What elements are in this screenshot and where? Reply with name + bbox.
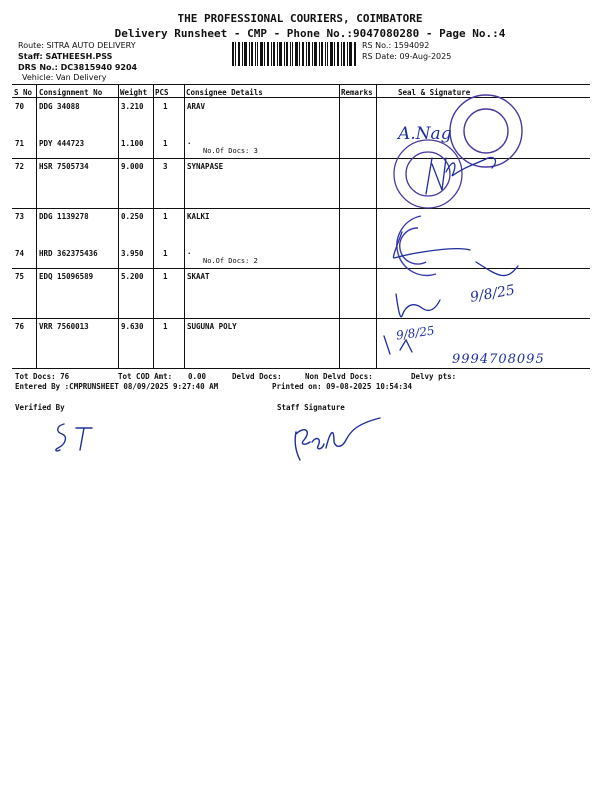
staff-signature-mark (290, 412, 390, 471)
route-text: Route: SITRA AUTO DELIVERY (18, 41, 136, 50)
cell-consignee: SUGUNA POLY (187, 322, 237, 331)
cell-consignment: HSR 7505734 (39, 162, 89, 171)
cell-pcs: 1 (163, 102, 168, 111)
col-divider (153, 85, 154, 368)
cell-doc-count: No.Of Docs: 3 (203, 147, 258, 155)
cell-sno: 74 (15, 249, 25, 258)
col-divider (36, 85, 37, 368)
cell-sno: 76 (15, 322, 25, 331)
non-delivered-docs: Non Delvd Docs: (305, 372, 373, 381)
cell-consignment: DDG 34088 (39, 102, 80, 111)
cell-pcs: 1 (163, 272, 168, 281)
seal-stamp (394, 140, 462, 208)
seal-stamp (397, 216, 436, 275)
runsheet-title: Delivery Runsheet - CMP - Phone No.:9047080280 - Page No.:4 (114, 27, 506, 40)
rs-number: RS No.: 1594092 (362, 41, 430, 50)
cell-sno: 71 (15, 139, 25, 148)
handwritten-date: 9/8/25 (468, 282, 517, 306)
col-header-remarks: Remarks (341, 88, 373, 97)
handwritten-signature: A.Nag (398, 124, 452, 144)
seal-stamp (450, 95, 522, 167)
cell-sno: 73 (15, 212, 25, 221)
seal-signature-area (376, 86, 590, 368)
printed-on: Printed on: 09-08-2025 10:54:34 (272, 382, 412, 391)
cell-pcs: 1 (163, 212, 168, 221)
col-header-consignee: Consignee Details (186, 88, 263, 97)
drs-text: DRS No.: DC3815940 9204 (18, 63, 138, 72)
col-divider (184, 85, 185, 368)
cell-weight: 5.200 (121, 272, 144, 281)
cell-consignee: SYNAPASE (187, 162, 224, 171)
cell-pcs: 1 (163, 322, 168, 331)
cell-sno: 70 (15, 102, 25, 111)
col-header-weight: Weight (120, 88, 148, 97)
delivered-docs: Delvd Docs: (232, 372, 282, 381)
cell-consignee: . (187, 247, 192, 256)
barcode (232, 42, 356, 66)
cell-consignee: ARAV (187, 102, 206, 111)
delivery-points: Delvy pts: (411, 372, 457, 381)
total-docs: Tot Docs: 76 (15, 372, 70, 381)
handwritten-date: 9/8/25 (395, 323, 436, 343)
cell-weight: 1.100 (121, 139, 144, 148)
cell-sno: 72 (15, 162, 25, 171)
signature-scribbles (384, 158, 518, 354)
vehicle-text: Vehicle: Van Delivery (22, 73, 107, 82)
handwritten-phone: 9994708095 (452, 352, 545, 367)
cell-consignment: PDY 444723 (39, 139, 85, 148)
cell-consignment: VRR 7560013 (39, 322, 89, 331)
cell-consignment: HRD 362375436 (39, 249, 98, 258)
cell-weight: 9.630 (121, 322, 144, 331)
total-cod-value: 0.00 (188, 372, 207, 381)
cell-consignee: . (187, 137, 192, 146)
cell-consignment: DDG 1139278 (39, 212, 89, 221)
staff-signature-label: Staff Signature (277, 403, 345, 412)
cell-pcs: 3 (163, 162, 168, 171)
col-divider (118, 85, 119, 368)
staff-text: Staff: SATHEESH.PSS (18, 52, 113, 61)
verified-by-label: Verified By (15, 403, 65, 412)
rs-date: RS Date: 09-Aug-2025 (362, 52, 452, 61)
col-header-pcs: PCS (155, 88, 169, 97)
cell-consignment: EDQ 15096589 (39, 272, 94, 281)
col-header-consignment: Consignment No (39, 88, 103, 97)
total-cod-label: Tot COD Amt: (118, 372, 173, 381)
verified-by-signature (50, 418, 110, 462)
cell-sno: 75 (15, 272, 25, 281)
cell-pcs: 1 (163, 249, 168, 258)
cell-pcs: 1 (163, 139, 168, 148)
cell-weight: 9.000 (121, 162, 144, 171)
entered-by: Entered By :CMPRUNSHEET 08/09/2025 9:27:40 AM (15, 382, 219, 391)
table-bottom-rule (12, 368, 590, 369)
cell-consignee: KALKI (187, 212, 210, 221)
cell-weight: 0.250 (121, 212, 144, 221)
cell-weight: 3.210 (121, 102, 144, 111)
table-top-rule (12, 84, 590, 85)
cell-weight: 3.950 (121, 249, 144, 258)
company-name: THE PROFESSIONAL COURIERS, COIMBATORE (177, 12, 423, 25)
cell-doc-count: No.Of Docs: 2 (203, 257, 258, 265)
cell-consignee: SKAAT (187, 272, 210, 281)
col-divider (339, 85, 340, 368)
col-header-seal: Seal & Signature (398, 88, 471, 97)
col-header-sno: S No (14, 88, 33, 97)
